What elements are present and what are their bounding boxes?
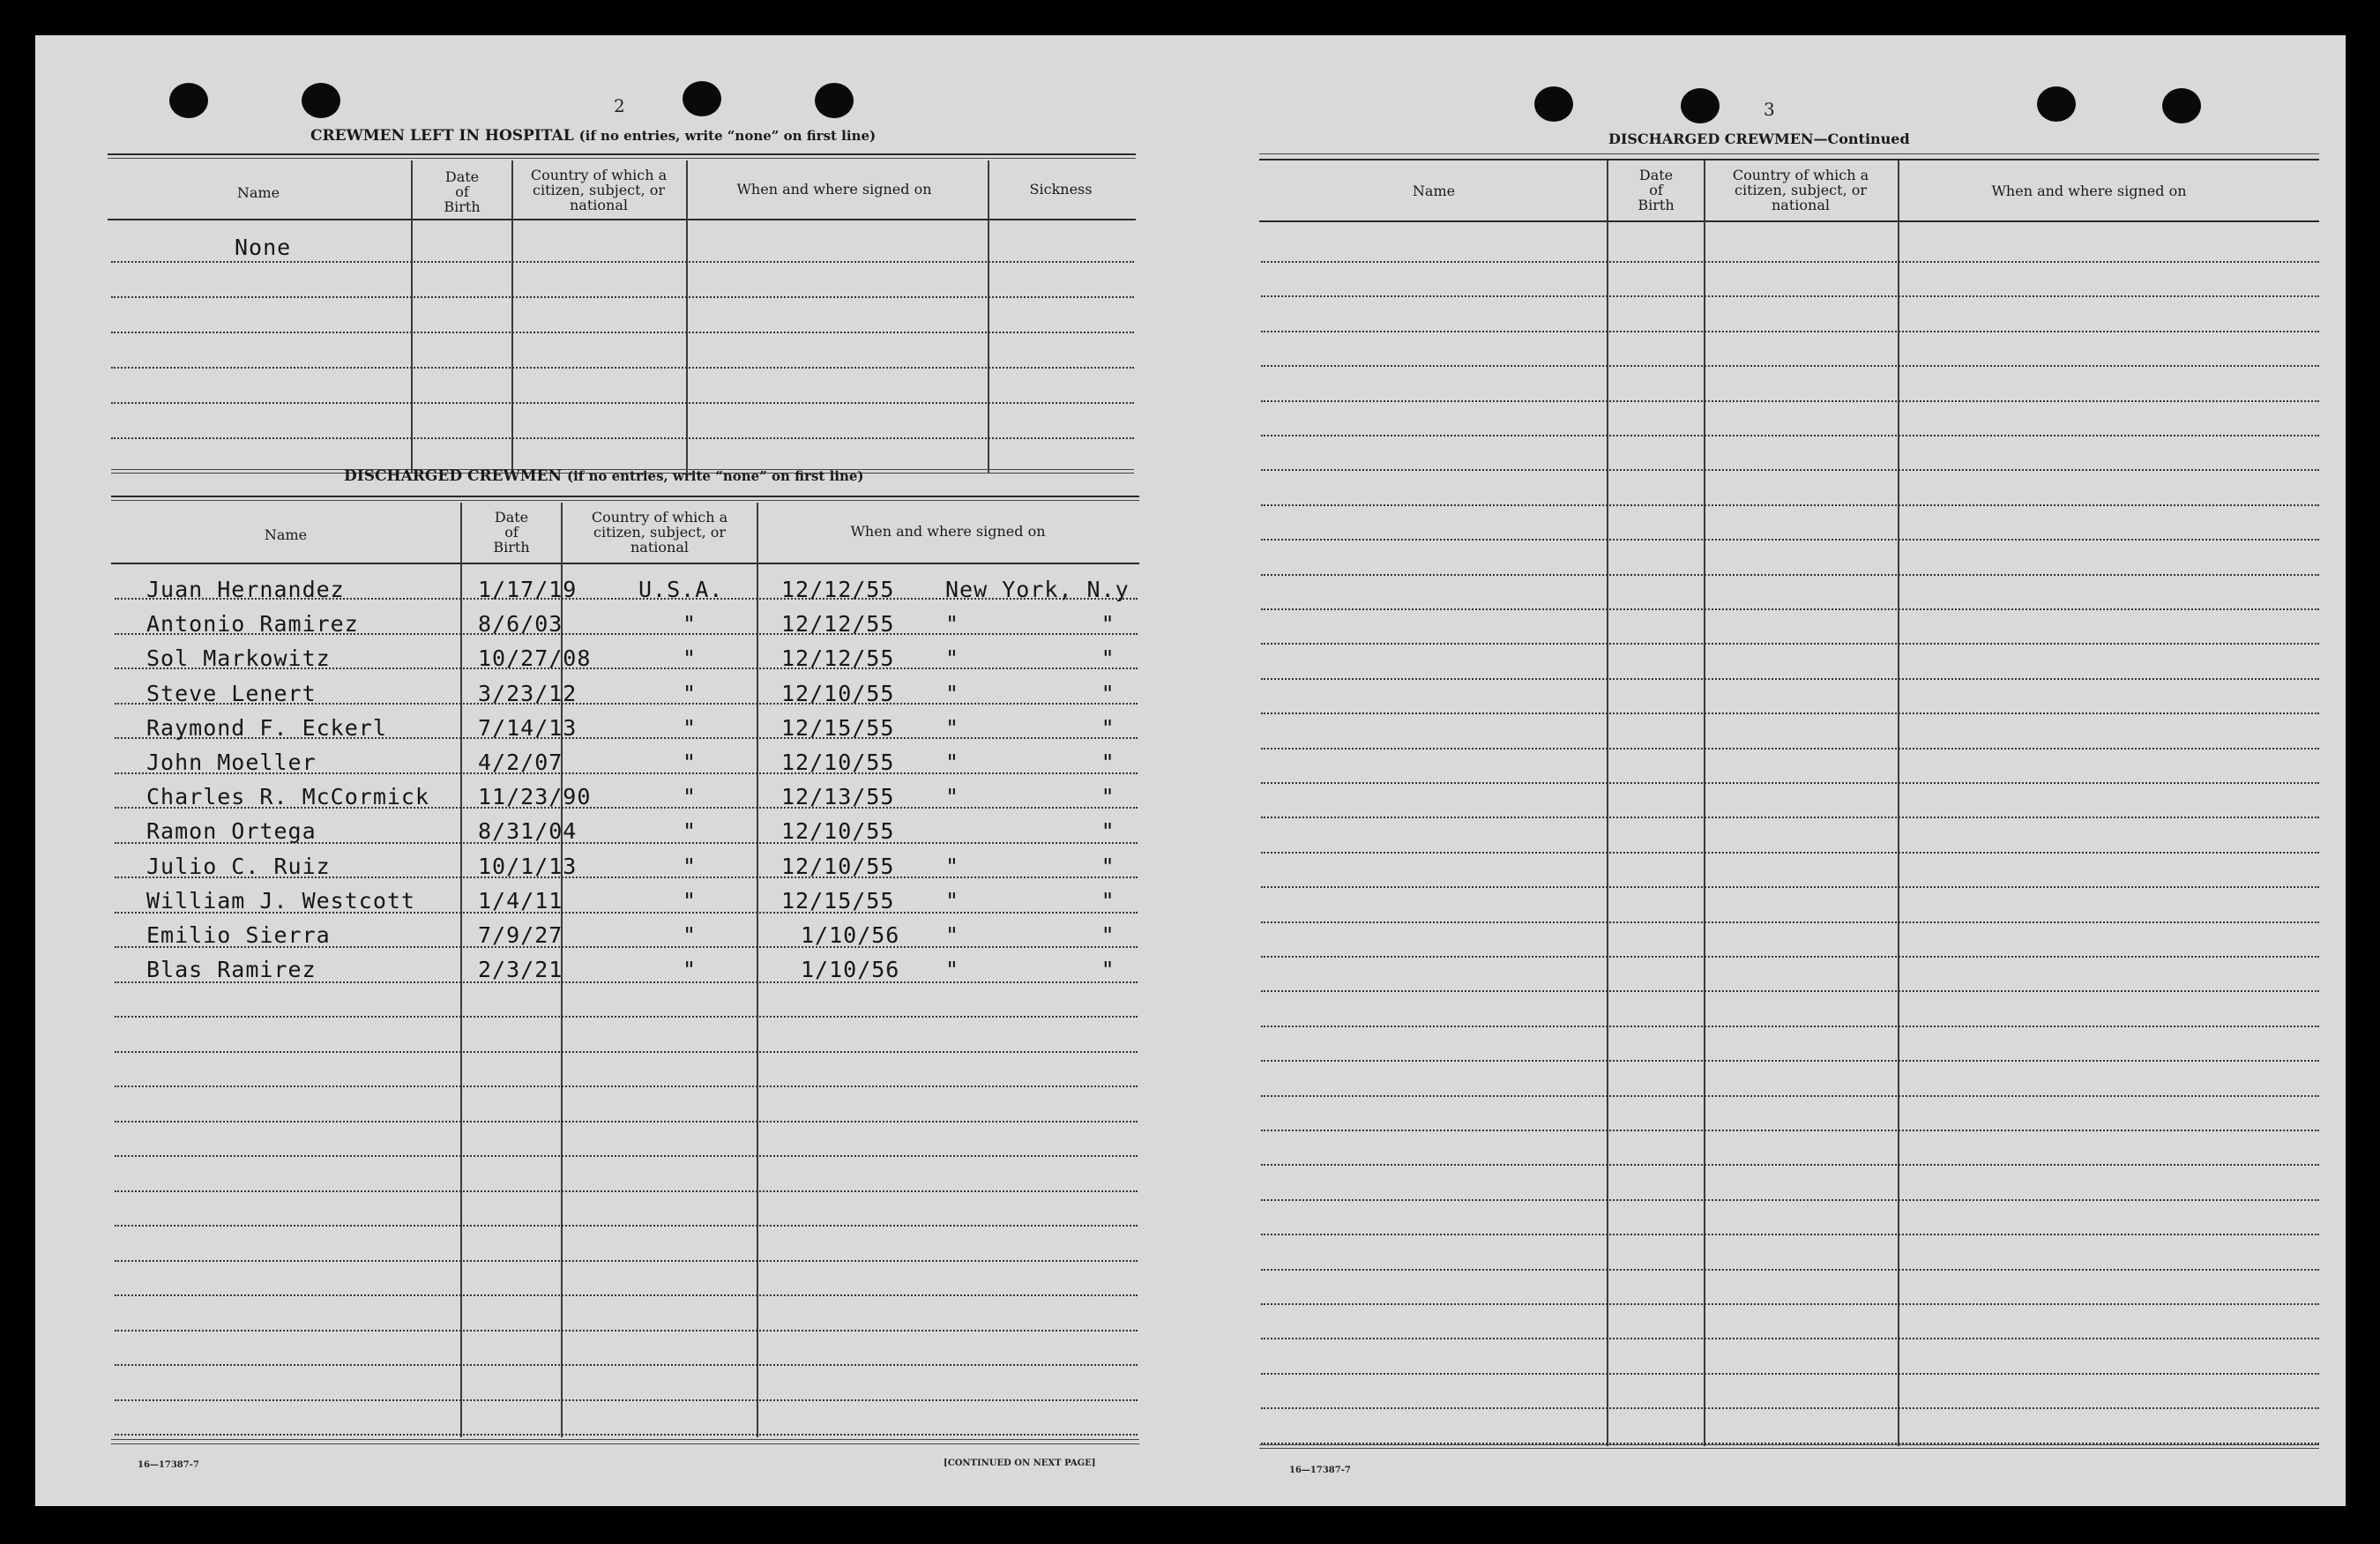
ruled-line: [1261, 295, 2319, 297]
ruled-line: [115, 1294, 1138, 1296]
signed-on-date: 12/12/55: [781, 577, 895, 602]
punch-hole: [1534, 86, 1573, 122]
ruled-line: [1261, 643, 2319, 645]
ruled-line: [1261, 261, 2319, 263]
ruled-line: [1261, 1026, 2319, 1027]
signed-on-place: " ": [945, 645, 1115, 671]
ruled-line: [1261, 1407, 2319, 1409]
signed-on-place: " ": [945, 957, 1115, 982]
signed-on-place: " ": [945, 681, 1115, 706]
signed-on-place: " ": [945, 854, 1115, 879]
ruled-line: [115, 1364, 1138, 1366]
crew-country: ": [683, 611, 698, 637]
punch-hole: [302, 83, 340, 118]
discharged-title: DISCHARGED CREWMEN: [344, 467, 563, 485]
crew-dob: 1/17/19: [478, 577, 578, 602]
ruled-line: [1261, 782, 2319, 784]
crew-name: Charles R. McCormick: [146, 784, 430, 809]
ruled-line: [115, 1190, 1138, 1192]
ruled-line: [1261, 469, 2319, 471]
table-bottom-rule: [1259, 1448, 2319, 1449]
crew-name: Blas Ramirez: [146, 957, 317, 982]
column-header-country: Country of which a citizen, subject, or national: [591, 509, 728, 556]
signed-on-date: 12/13/55: [781, 784, 895, 809]
right-section-title: DISCHARGED CREWMEN—Continued: [1608, 131, 1910, 147]
hospital-entry-none: None: [235, 235, 292, 260]
ruled-line: [1261, 574, 2319, 576]
crew-name: Raymond F. Eckerl: [146, 715, 387, 741]
crew-country: ": [683, 750, 698, 775]
crew-country: ": [683, 645, 698, 671]
ruled-line: [115, 1085, 1138, 1087]
table-bottom-rule: [111, 1439, 1139, 1440]
ruled-line: [115, 1399, 1138, 1401]
header-bottom-rule: [1259, 220, 2319, 222]
ruled-line: [1261, 1164, 2319, 1166]
signed-on-place: " ": [945, 611, 1115, 637]
page-number-left: 2: [614, 95, 625, 116]
ruled-line: [115, 1016, 1138, 1018]
table-bottom-rule: [1259, 1444, 2319, 1445]
crew-dob: 3/23/12: [478, 681, 578, 706]
ruled-line: [1261, 817, 2319, 818]
ruled-line: [1261, 1338, 2319, 1339]
ruled-line: [1261, 956, 2319, 958]
signed-on-date: 12/10/55: [781, 854, 895, 879]
crew-country: ": [683, 957, 698, 982]
ruled-line: [1261, 504, 2319, 506]
ruled-line: [111, 261, 1134, 263]
crew-dob: 11/23/90: [478, 784, 592, 809]
column-header-signed: When and where signed on: [850, 523, 1046, 540]
discharged-section-title: [344, 467, 864, 485]
ruled-line: [1261, 435, 2319, 436]
ruled-line: [1261, 400, 2319, 402]
column-header-dob: Date of Birth: [444, 168, 481, 215]
ruled-line: [115, 1225, 1138, 1227]
column-divider: [460, 503, 462, 1437]
ruled-line: [1261, 1373, 2319, 1375]
column-header-name: Name: [264, 526, 308, 543]
ruled-line: [1261, 852, 2319, 854]
signed-on-date: 12/15/55: [781, 888, 895, 914]
column-divider: [686, 160, 688, 473]
column-header-signed: When and where signed on: [736, 181, 932, 198]
ruled-line: [111, 296, 1134, 298]
signed-on-place: " ": [945, 922, 1115, 948]
ruled-line: [1261, 608, 2319, 610]
signed-on-date: 12/10/55: [781, 818, 895, 844]
ruled-line: [1261, 1234, 2319, 1235]
header-bottom-rule: [108, 219, 1136, 220]
crew-name: Sol Markowitz: [146, 645, 331, 671]
ruled-line: [1261, 748, 2319, 750]
column-header-name: Name: [1412, 183, 1456, 199]
discharged-note: (if no entries, write “none” on first line): [566, 468, 864, 484]
crew-name: Antonio Ramirez: [146, 611, 359, 637]
signed-on-date: 12/12/55: [781, 645, 895, 671]
punch-hole: [815, 83, 854, 118]
continued-note: [CONTINUED ON NEXT PAGE]: [944, 1458, 1096, 1468]
ruled-line: [1261, 1199, 2319, 1201]
form-number-left: 16—17387-7: [138, 1460, 199, 1470]
column-divider: [757, 503, 758, 1437]
crew-dob: 2/3/21: [478, 957, 563, 982]
ruled-line: [115, 1260, 1138, 1262]
hospital-section-title: [310, 127, 876, 145]
ruled-line: [1261, 365, 2319, 367]
crew-dob: 10/1/13: [478, 854, 578, 879]
ruled-line: [111, 332, 1134, 333]
ruled-line: [1261, 1303, 2319, 1305]
crew-dob: 4/2/07: [478, 750, 563, 775]
ruled-line: [1261, 712, 2319, 714]
ruled-line: [1261, 678, 2319, 680]
column-divider: [511, 160, 513, 473]
header-bottom-rule: [111, 563, 1139, 564]
crew-dob: 7/14/13: [478, 715, 578, 741]
ruled-line: [1261, 1095, 2319, 1097]
ruled-line: [1261, 1269, 2319, 1271]
column-divider: [1607, 160, 1608, 1446]
signed-on-place: " ": [945, 715, 1115, 741]
page-number-right: 3: [1764, 99, 1775, 120]
column-header-country: Country of which a citizen, subject, or national: [530, 167, 668, 213]
crew-dob: 10/27/08: [478, 645, 592, 671]
hospital-title: CREWMEN LEFT IN HOSPITAL: [310, 127, 574, 145]
column-header-sickness: Sickness: [1029, 181, 1093, 198]
column-header-dob: Date of Birth: [1638, 167, 1675, 213]
crew-country: ": [683, 784, 698, 809]
crew-name: Ramon Ortega: [146, 818, 317, 844]
crew-country: U.S.A.: [638, 577, 724, 602]
signed-on-date: 12/10/55: [781, 681, 895, 706]
column-divider: [988, 160, 989, 473]
crew-name: Julio C. Ruiz: [146, 854, 331, 879]
crew-name: Juan Hernandez: [146, 577, 345, 602]
table-top-rule: [111, 496, 1139, 497]
signed-on-place: " ": [945, 750, 1115, 775]
document-sheet: [35, 35, 2346, 1506]
crew-name: Emilio Sierra: [146, 922, 331, 948]
ruled-line: [1261, 539, 2319, 541]
ruled-line: [1261, 331, 2319, 332]
column-header-dob: Date of Birth: [493, 509, 530, 556]
punch-hole: [683, 81, 721, 116]
table-bottom-rule: [111, 1443, 1139, 1444]
ruled-line: [1261, 921, 2319, 923]
signed-on-date: 12/12/55: [781, 611, 895, 637]
signed-on-date: 1/10/56: [801, 922, 900, 948]
table-top-rule: [111, 500, 1139, 501]
crew-dob: 1/4/11: [478, 888, 563, 914]
punch-hole: [2162, 88, 2201, 123]
column-header-name: Name: [236, 184, 280, 201]
column-divider: [1898, 160, 1899, 1446]
ruled-line: [1261, 1060, 2319, 1062]
signed-on-date: 12/15/55: [781, 715, 895, 741]
ruled-line: [111, 402, 1134, 404]
crew-dob: 8/31/04: [478, 818, 578, 844]
table-top-rule: [108, 158, 1136, 159]
ruled-line: [115, 1051, 1138, 1053]
punch-hole: [1681, 88, 1720, 123]
table-top-rule: [1259, 153, 2319, 154]
ruled-line: [1261, 1130, 2319, 1131]
crew-country: ": [683, 715, 698, 741]
crew-name: William J. Westcott: [146, 888, 415, 914]
crew-country: ": [683, 888, 698, 914]
form-number-right: 16—17387-7: [1289, 1466, 1351, 1475]
crew-country: ": [683, 922, 698, 948]
crew-country: ": [683, 818, 698, 844]
column-divider: [411, 160, 413, 473]
ruled-line: [111, 437, 1134, 439]
table-top-rule: [1259, 159, 2319, 160]
signed-on-place: " ": [945, 784, 1115, 809]
signed-on-date: 12/10/55: [781, 750, 895, 775]
signed-on-place: ": [945, 818, 1115, 844]
column-divider: [1704, 160, 1705, 1446]
crew-country: ": [683, 681, 698, 706]
column-header-country: Country of which a citizen, subject, or national: [1732, 167, 1869, 213]
crew-dob: 7/9/27: [478, 922, 563, 948]
punch-hole: [169, 83, 208, 118]
hospital-note: (if no entries, write “none” on first line): [578, 128, 877, 144]
ruled-line: [115, 1121, 1138, 1123]
table-top-rule: [108, 153, 1136, 155]
ruled-line: [1261, 886, 2319, 888]
ruled-line: [115, 1434, 1138, 1436]
crew-country: ": [683, 854, 698, 879]
signed-on-date: 1/10/56: [801, 957, 900, 982]
column-header-signed: When and where signed on: [1991, 183, 2187, 199]
ruled-line: [111, 367, 1134, 369]
ruled-line: [115, 1330, 1138, 1331]
ruled-line: [1261, 990, 2319, 992]
signed-on-place: " ": [945, 888, 1115, 914]
crew-dob: 8/6/03: [478, 611, 563, 637]
crew-name: Steve Lenert: [146, 681, 317, 706]
punch-hole: [2037, 86, 2076, 122]
crew-name: John Moeller: [146, 750, 317, 775]
signed-on-place: New York, N.y: [945, 577, 1130, 602]
ruled-line: [115, 1155, 1138, 1157]
